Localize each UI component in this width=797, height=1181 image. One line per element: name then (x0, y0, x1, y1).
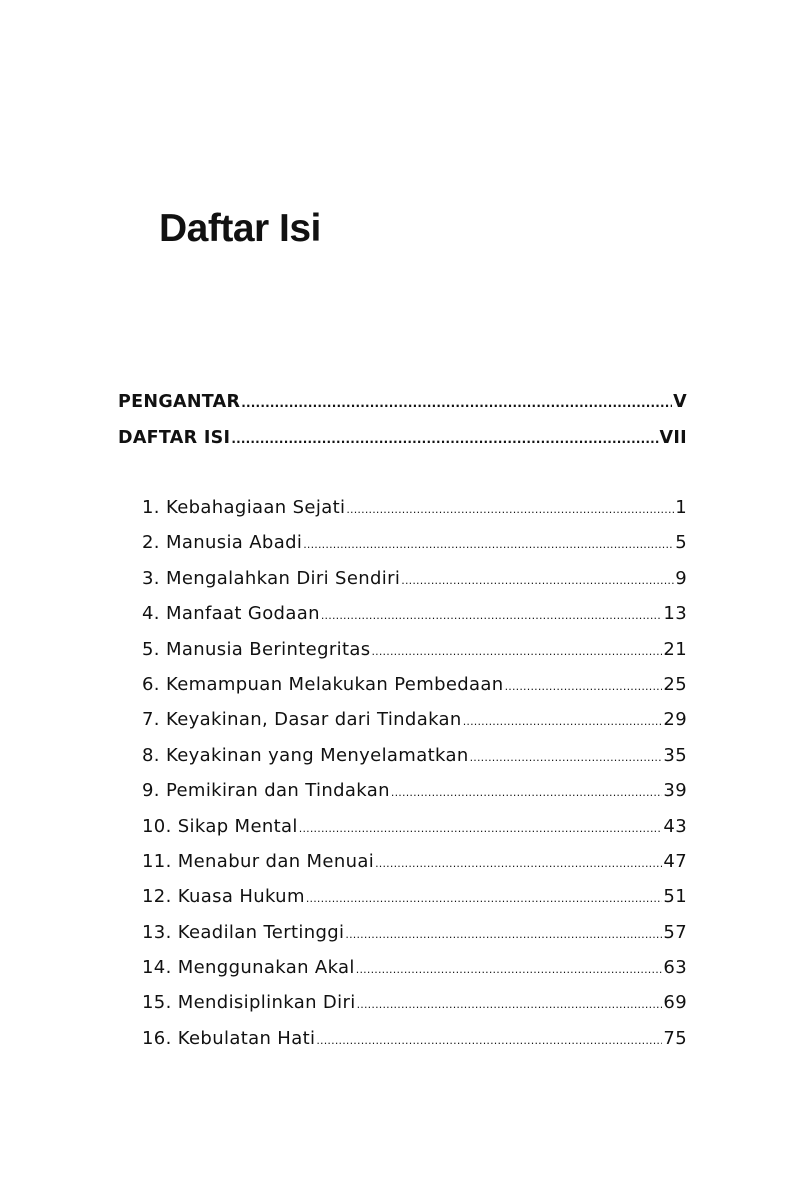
toc-dot-leader (463, 715, 663, 728)
toc-dot-leader (321, 609, 663, 622)
toc-dot-leader (345, 928, 662, 941)
toc-chapter-entry[interactable] (142, 532, 687, 567)
toc-chapter-entry[interactable] (142, 957, 687, 992)
toc-dot-leader (357, 998, 663, 1011)
toc-chapter-label: 5. Manusia Berintegritas (142, 638, 371, 660)
toc-chapter-entry[interactable] (142, 780, 687, 815)
toc-dot-leader (371, 645, 662, 658)
toc-chapter-label: 10. Sikap Mental (142, 815, 298, 837)
toc-chapter-entry[interactable] (142, 745, 687, 780)
toc-chapter-entry[interactable] (142, 497, 687, 532)
toc-chapter-label: 8. Keyakinan yang Menyelamatkan (142, 744, 469, 766)
page-title: Daftar Isi (159, 207, 321, 250)
toc-dot-leader (375, 857, 662, 870)
toc-chapter-page: 35 (663, 744, 687, 766)
toc-chapter-entry[interactable] (142, 992, 687, 1027)
toc-dot-leader (470, 751, 663, 764)
toc-dot-leader (241, 396, 672, 410)
toc-entry-page: V (673, 392, 687, 412)
toc-chapter-label: 2. Manusia Abadi (142, 532, 303, 554)
toc-dot-leader (401, 574, 674, 587)
toc-chapter-label: 11. Menabur dan Menuai (142, 850, 375, 872)
toc-chapter-entry[interactable] (142, 922, 687, 957)
toc-chapter-label: 6. Kemampuan Melakukan Pembedaan (142, 673, 504, 695)
toc-chapter-entry[interactable] (142, 851, 687, 886)
toc-chapter-entry[interactable] (142, 639, 687, 674)
toc-chapter-label: 12. Kuasa Hukum (142, 886, 305, 908)
toc-dot-leader (316, 1034, 662, 1047)
toc-entry-page: VII (659, 427, 687, 448)
toc-chapter-label: 15. Mendisiplinkan Diri (142, 992, 356, 1014)
toc-chapter-page: 29 (663, 709, 687, 731)
toc-chapter-page: 63 (663, 957, 687, 979)
toc-chapter-page: 1 (675, 497, 687, 518)
toc-dot-leader (356, 963, 663, 976)
toc-chapter-list (142, 497, 687, 1063)
toc-chapter-label: 14. Menggunakan Akal (142, 957, 355, 979)
toc-front-matter (118, 392, 687, 463)
toc-chapter-entry[interactable] (142, 1028, 687, 1063)
toc-chapter-label: 7. Keyakinan, Dasar dari Tindakan (142, 709, 462, 731)
toc-chapter-page: 21 (663, 638, 687, 660)
toc-entry-label: PENGANTAR (118, 392, 241, 412)
toc-chapter-entry[interactable] (142, 816, 687, 851)
toc-chapter-page: 69 (663, 992, 687, 1014)
toc-chapter-page: 75 (663, 1027, 687, 1049)
toc-chapter-entry[interactable] (142, 603, 687, 638)
toc-dot-leader (306, 892, 663, 905)
toc-chapter-page: 47 (663, 850, 687, 872)
toc-chapter-label: 3. Mengalahkan Diri Sendiri (142, 567, 401, 589)
toc-chapter-entry[interactable] (142, 709, 687, 744)
toc-chapter-page: 43 (663, 815, 687, 837)
toc-entry-pengantar[interactable] (118, 392, 687, 428)
toc-dot-leader (346, 503, 674, 516)
toc-chapter-page: 57 (663, 921, 687, 943)
toc-chapter-entry[interactable] (142, 674, 687, 709)
toc-chapter-page: 13 (663, 603, 687, 625)
toc-chapter-label: 16. Kebulatan Hati (142, 1027, 316, 1049)
toc-chapter-label: 4. Manfaat Godaan (142, 603, 320, 625)
toc-chapter-entry[interactable] (142, 568, 687, 603)
toc-entry-daftar-isi[interactable] (118, 428, 687, 464)
toc-dot-leader (391, 786, 662, 799)
toc-chapter-page: 39 (663, 780, 687, 802)
toc-dot-leader (231, 432, 658, 446)
toc-chapter-page: 51 (663, 886, 687, 908)
toc-entry-label: DAFTAR ISI (118, 427, 231, 448)
toc-chapter-page: 9 (675, 567, 687, 589)
toc-chapter-label: 9. Pemikiran dan Tindakan (142, 780, 390, 802)
toc-chapter-label: 1. Kebahagiaan Sejati (142, 497, 346, 518)
toc-chapter-page: 5 (675, 532, 687, 554)
toc-dot-leader (303, 538, 674, 551)
toc-chapter-entry[interactable] (142, 886, 687, 921)
toc-dot-leader (299, 822, 663, 835)
toc-dot-leader (505, 680, 663, 693)
toc-chapter-label: 13. Keadilan Tertinggi (142, 921, 345, 943)
toc-chapter-page: 25 (663, 673, 687, 695)
